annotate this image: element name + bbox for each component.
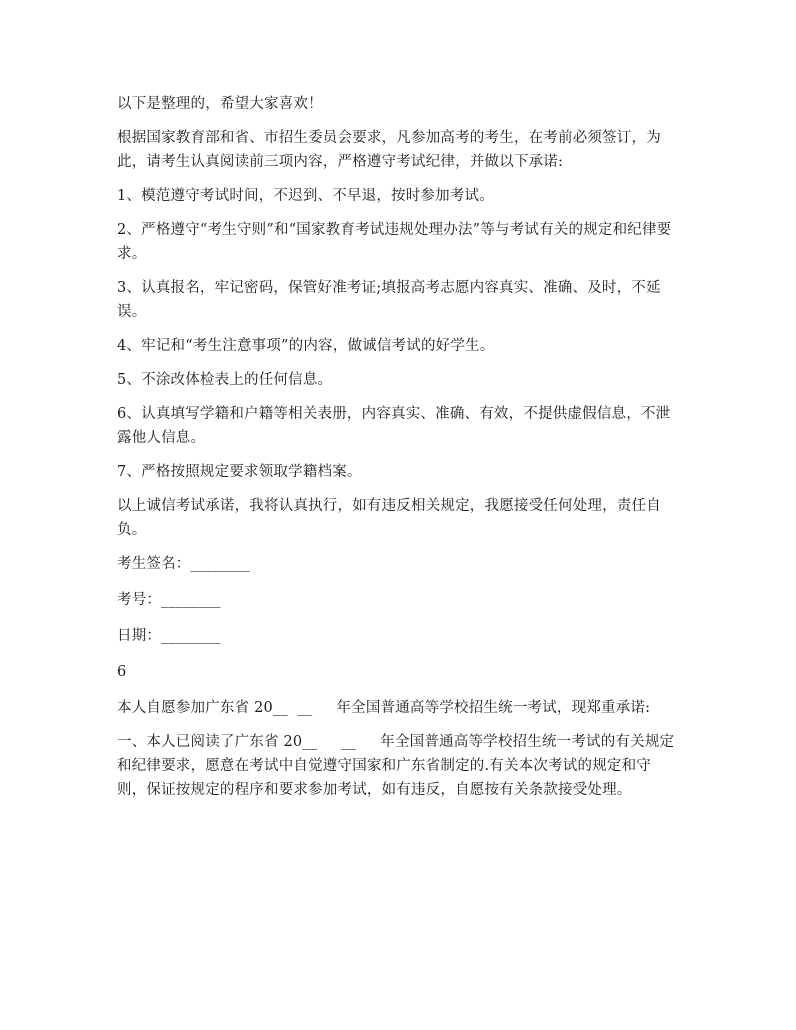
requirement-paragraph: 根据国家教育部和省、市招生委员会要求，凡参加高考的考生，在考前必须签订，为此，请考生认真阅读前三项内容，严格遵守考试纪律，并做以下承诺: — [117, 130, 661, 170]
exam-number-line: 考号：________ — [117, 592, 221, 608]
list-item: 1、模范遵守考试时间，不迟到、不早退，按时参加考试。 — [117, 188, 494, 204]
document-page — [117, 84, 679, 812]
date-line: 日期：________ — [117, 628, 221, 644]
section-number: 6 — [117, 664, 127, 680]
intro-paragraph: 以下是整理的，希望大家喜欢！ — [117, 96, 323, 112]
pledge-item-paragraph: 一、本人已阅读了广东省 20__ __ 年全国普通高等学校招生统一考试的有关规定和纪律要求，愿意在考试中自觉遵守国家和广东省制定的.有关本次考试的规定和守则，保证按规定的程序和要求参加考试，如有违反，自愿按有关条款接受处理。 — [117, 734, 675, 798]
list-item: 7、严格按照规定要求领取学籍档案。 — [117, 464, 362, 480]
list-item: 2、严格遵守“考生守则”和“国家教育考试违规处理办法”等与考试有关的规定和纪律要求。 — [117, 222, 672, 262]
list-item: 5、不涂改体检表上的任何信息。 — [117, 372, 333, 388]
list-item: 6、认真填写学籍和户籍等相关表册，内容真实、准确、有效，不提供虚假信息，不泄露他人信息。 — [117, 406, 671, 446]
closing-paragraph: 以上诚信考试承诺，我将认真执行，如有违反相关规定，我愿接受任何处理，责任自负。 — [117, 498, 661, 538]
pledge-intro-paragraph: 本人自愿参加广东省 20__ __ 年全国普通高等学校招生统一考试，现郑重承诺: — [117, 700, 651, 716]
signature-line: 考生签名：________ — [117, 556, 251, 572]
list-item: 3、认真报名，牢记密码，保管好准考证;填报高考志愿内容真实、准确、及时，不延误。 — [117, 280, 661, 320]
list-item: 4、牢记和“考生注意事项”的内容，做诚信考试的好学生。 — [117, 338, 495, 354]
